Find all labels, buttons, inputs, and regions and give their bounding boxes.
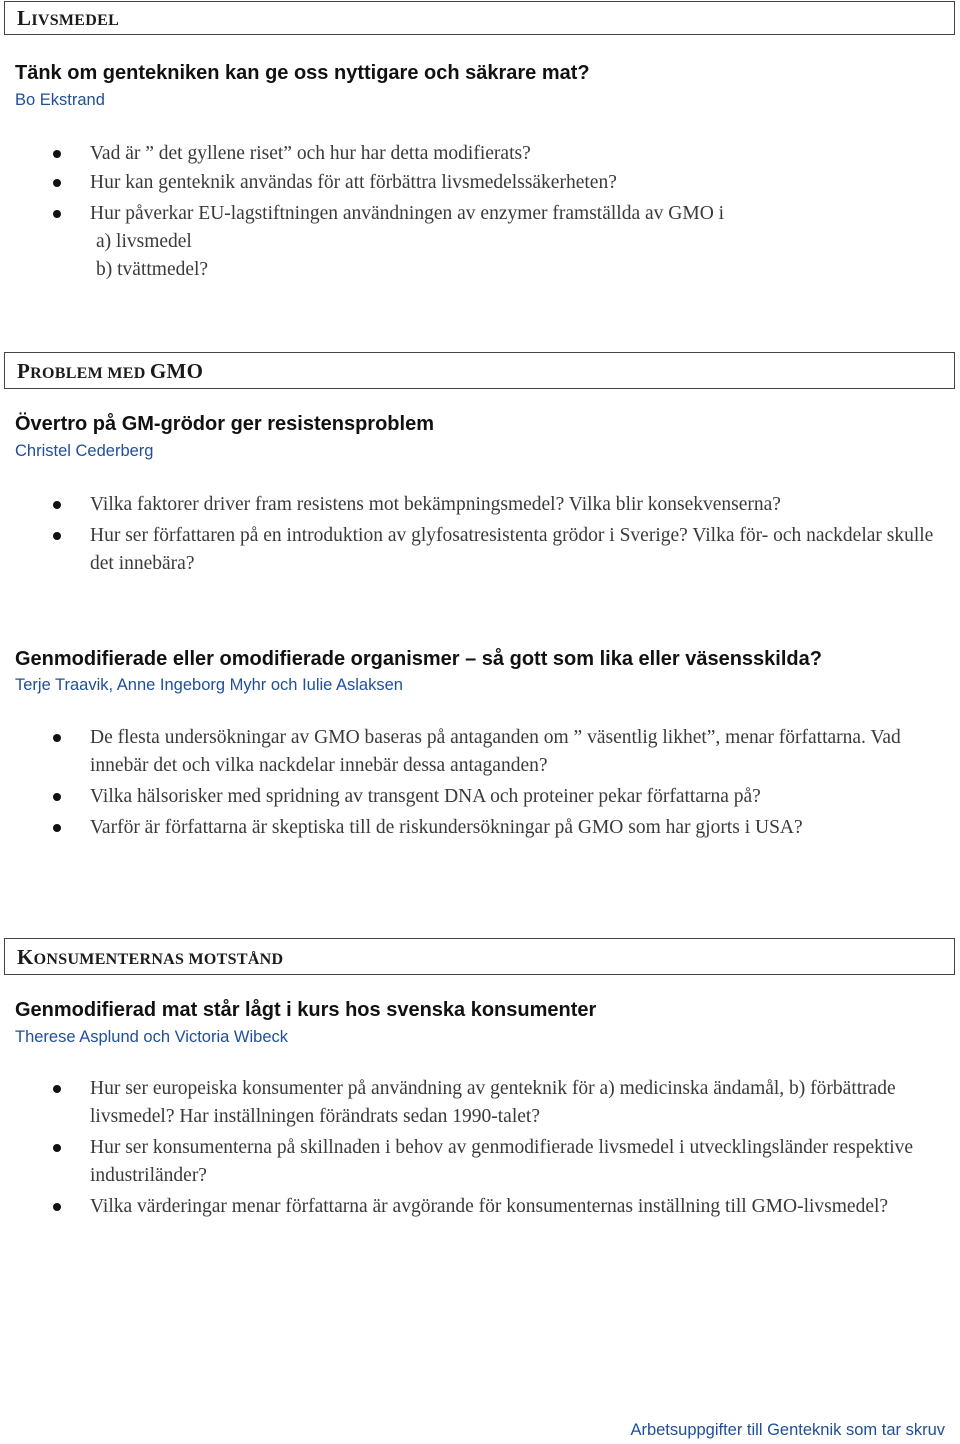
list-item bbox=[0, 1193, 935, 1221]
bullet-icon bbox=[53, 793, 61, 801]
bullet-icon bbox=[53, 734, 61, 742]
article-title: Övertro på GM-grödor ger resistensproblem bbox=[15, 413, 434, 435]
question-list bbox=[0, 1075, 935, 1224]
heading-gmo: GMO bbox=[149, 359, 204, 383]
heading-rest: IVSMEDEL bbox=[31, 12, 120, 29]
question-text: Hur påverkar EU-lagstiftningen användningen av enzymer framställda av GMO i bbox=[90, 203, 725, 224]
question-text: Hur ser författaren på en introduktion av glyfosatresistenta grödor i Sverige? Vilka för- och nackdelar skulle det innebära? bbox=[90, 525, 934, 574]
heading-initial: K bbox=[17, 945, 34, 969]
heading-rest: ONSUMENTERNAS MOTSTÅND bbox=[33, 951, 284, 968]
list-item bbox=[0, 522, 935, 578]
section-heading-problem-med-gmo bbox=[4, 352, 955, 389]
list-item bbox=[0, 1134, 935, 1190]
bullet-icon bbox=[53, 1085, 61, 1093]
question-text: Vilka faktorer driver fram resistens mot bekämpningsmedel? Vilka blir konsekvenserna? bbox=[90, 494, 781, 515]
question-text: De flesta undersökningar av GMO baseras på antaganden om ” väsentlig likhet”, menar författarna. Vad innebär det och vilka nackdelar innebär dessa antaganden? bbox=[90, 727, 901, 776]
article-author: Terje Traavik, Anne Ingeborg Myhr och Iulie Aslaksen bbox=[15, 676, 403, 694]
question-text: Vilka värderingar menar författarna är avgörande för konsumenternas inställning till GMO-livsmedel? bbox=[90, 1196, 889, 1217]
bullet-icon bbox=[53, 1203, 61, 1211]
question-list bbox=[0, 724, 935, 845]
heading-initial: L bbox=[17, 6, 32, 30]
list-item bbox=[0, 814, 935, 842]
sub-item: a) livsmedel bbox=[96, 231, 192, 252]
bullet-icon bbox=[53, 1144, 61, 1152]
section-heading-livsmedel bbox=[4, 1, 955, 35]
question-text: Varför är författarna är skeptiska till de riskundersökningar på GMO som har gjorts i USA? bbox=[90, 817, 803, 838]
list-item bbox=[0, 724, 935, 780]
article-title: Genmodifierade eller omodifierade organismer – så gott som lika eller väsensskilda? bbox=[15, 648, 822, 670]
article-title: Tänk om gentekniken kan ge oss nyttigare och säkrare mat? bbox=[15, 62, 590, 84]
bullet-icon bbox=[53, 210, 61, 218]
bullet-icon bbox=[53, 501, 61, 509]
bullet-icon bbox=[53, 179, 61, 187]
bullet-icon bbox=[53, 532, 61, 540]
list-item bbox=[0, 140, 935, 168]
question-text: Hur ser europeiska konsumenter på användning av genteknik för a) medicinska ändamål, b) förbättrade livsmedel? Har inställningen förändrats sedan 1990-talet? bbox=[90, 1078, 896, 1127]
list-item bbox=[0, 1075, 935, 1131]
question-list bbox=[0, 140, 935, 287]
list-item bbox=[0, 783, 935, 811]
question-text: Hur kan genteknik användas för att förbättra livsmedelssäkerheten? bbox=[90, 172, 617, 193]
page-footer: Arbetsuppgifter till Genteknik som tar skruv bbox=[630, 1421, 945, 1439]
heading-rest: ROBLEM MED bbox=[30, 365, 150, 382]
list-item bbox=[0, 491, 935, 519]
article-title: Genmodifierad mat står lågt i kurs hos svenska konsumenter bbox=[15, 999, 597, 1021]
heading-initial: P bbox=[17, 359, 31, 383]
article-author: Christel Cederberg bbox=[15, 442, 154, 460]
question-text: Vad är ” det gyllene riset” och hur har detta modifierats? bbox=[90, 143, 531, 164]
question-list bbox=[0, 491, 935, 581]
list-item bbox=[0, 200, 935, 284]
article-author: Bo Ekstrand bbox=[15, 91, 105, 109]
section-heading-konsumenternas-motstand bbox=[4, 938, 955, 975]
bullet-icon bbox=[53, 150, 61, 158]
bullet-icon bbox=[53, 824, 61, 832]
list-item bbox=[0, 169, 935, 197]
article-author: Therese Asplund och Victoria Wibeck bbox=[15, 1028, 288, 1046]
sub-item: b) tvättmedel? bbox=[96, 259, 209, 280]
question-text: Vilka hälsorisker med spridning av transgent DNA och proteiner pekar författarna på? bbox=[90, 786, 761, 807]
question-text: Hur ser konsumenterna på skillnaden i behov av genmodifierade livsmedel i utvecklingsländer respektive industriländer? bbox=[90, 1137, 914, 1186]
